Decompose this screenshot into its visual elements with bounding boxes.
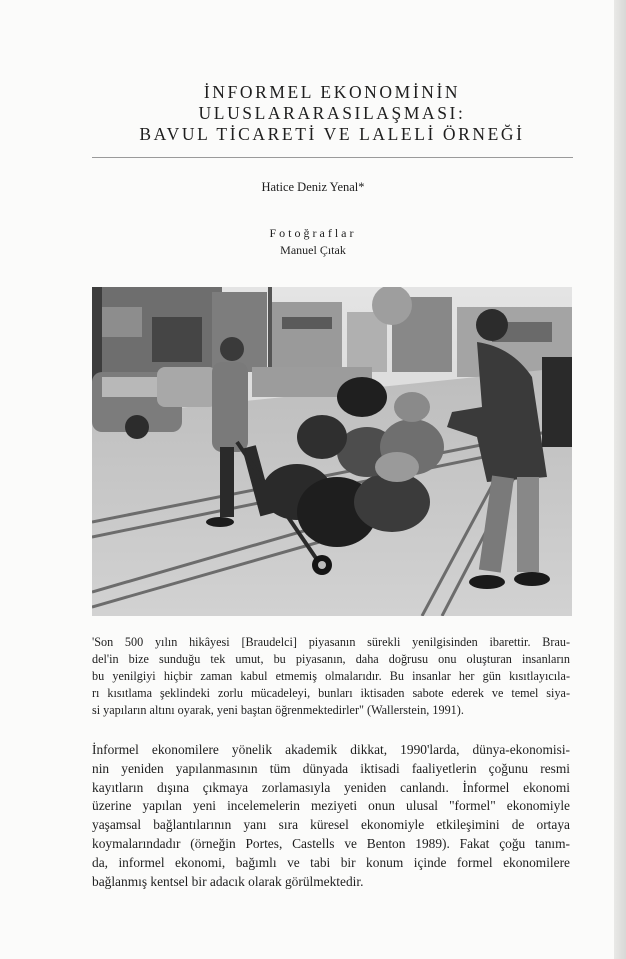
body-line: İnformel ekonomilere yönelik akademik dikkat, 1990'larda, dünya-ekonomisi- xyxy=(92,742,570,757)
street-photo xyxy=(92,287,572,616)
quote-line: si yapıların altını oyarak, yeni baştan öğrenmektedirler" (Wallerstein, 1991). xyxy=(92,703,464,717)
article-title xyxy=(90,82,574,145)
photo-credit-label: Fotoğraflar xyxy=(269,226,357,240)
epigraph-quote xyxy=(92,634,570,719)
quote-line: del'in bize sunduğu tek umut, bu piyasanın, daha doğrusu onu oluşturan insanların xyxy=(92,652,570,666)
title-line: İNFORMEL EKONOMİNİN xyxy=(203,82,461,102)
body-line: da, informel ekonomi, bağımlı ve tabi bir konum içinde formel ekonomilere xyxy=(92,854,570,870)
title-line: ULUSLARARASILAŞMASI: xyxy=(198,103,466,123)
body-line: koymalarındadır (örneğin Portes, Castells ve Benton 1989). Fakat çoğu tanım- xyxy=(92,835,570,851)
page-gutter xyxy=(614,0,626,959)
quote-line: 'Son 500 yılın hikâyesi [Braudelci] piyasanın sürekli yenilgisinden ibarettir. Brau- xyxy=(92,635,570,649)
quote-line: bu yenilgiyi hiçbir zaman kabul etmemiş olmalarıdır. Bu insanlar her gün kısıtlayıcıla- xyxy=(92,669,570,683)
body-line: yaşamsal bağlantılarının yanı sıra küresel ekonomiyle etkileşimini de ortaya xyxy=(92,817,570,833)
author-name: Hatice Deniz Yenal* xyxy=(261,180,365,194)
title-line: BAVUL TİCARETİ VE LALELİ ÖRNEĞİ xyxy=(139,124,525,144)
street-photo-illustration xyxy=(92,287,572,616)
body-line: üzerine yapılan yeni incelemelerin meziyeti onun ulusal "formel" ekonomiyle xyxy=(92,798,570,814)
photographer-name: Manuel Çıtak xyxy=(280,243,346,257)
body-line: nin yeniden yapılanmasının tüm dünyada iktisadi faaliyetlerin çoğunu resmi xyxy=(92,760,570,776)
quote-line: rı kısıtlama şeklindeki zorlu mücadeleyi, bunları iktisaden sabote ederek ve temel siya- xyxy=(92,686,570,700)
body-line: bağlanmış kentsel bir adacık olarak görülmektedir. xyxy=(92,873,364,889)
body-paragraph xyxy=(92,741,570,891)
body-line: kayıtların dışına çıkmaya zorlamasıyla yeniden canlandı. İnformel ekonomi xyxy=(92,779,570,795)
title-divider xyxy=(92,157,573,158)
